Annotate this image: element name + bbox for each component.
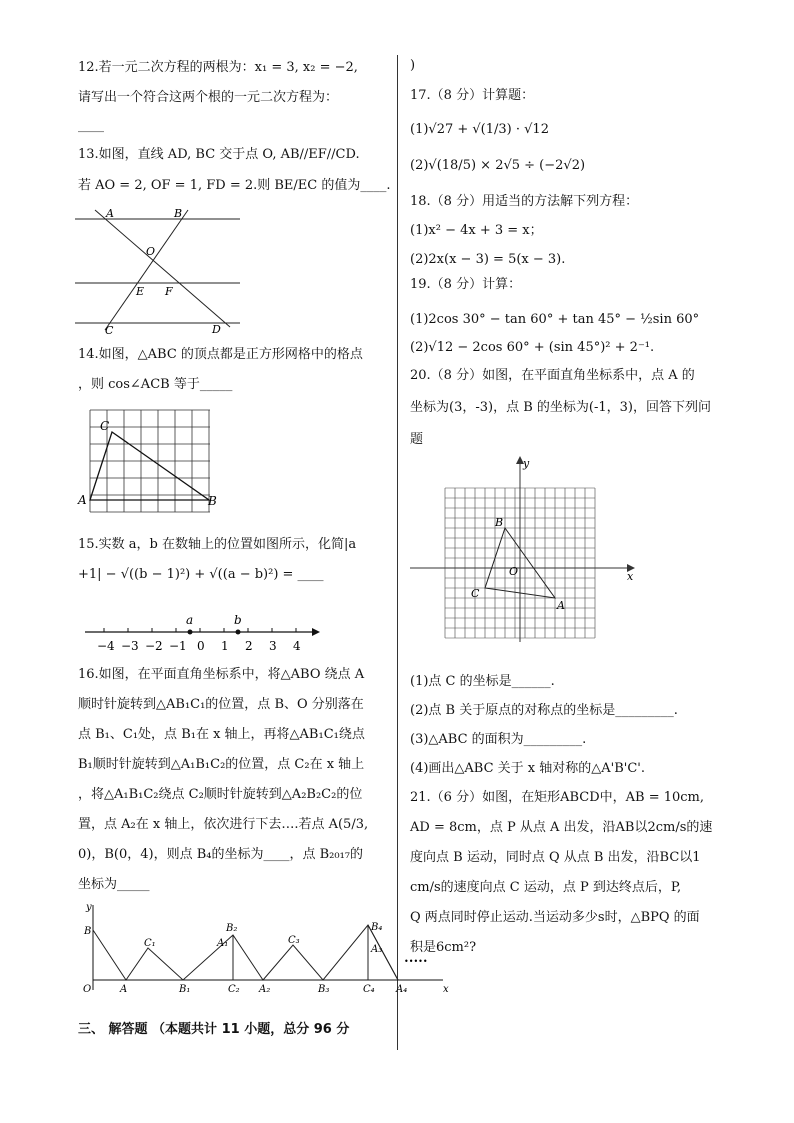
line-ad bbox=[95, 210, 230, 327]
q21-line2: AD = 8cm，点 P 从点 A 出发，沿AB以2cm/s的速 bbox=[410, 820, 713, 835]
q17-heading: 17.（8 分）计算题： bbox=[410, 88, 535, 103]
label-b2: B₂ bbox=[226, 923, 238, 934]
section-heading-continuation: ) bbox=[410, 58, 416, 73]
tick-label: 4 bbox=[293, 639, 301, 653]
label-b3: B₃ bbox=[318, 984, 330, 995]
point-b bbox=[236, 630, 241, 635]
q16-line1: 16.如图，在平面直角坐标系中，将△ABO 绕点 A bbox=[78, 667, 365, 682]
label-c1: C₁ bbox=[144, 938, 156, 949]
q13-line2: 若 AO = 2, OF = 1, FD = 2.则 BE/EC 的值为____. bbox=[78, 178, 391, 193]
label-a: A bbox=[557, 599, 565, 612]
label-a1: A₁ bbox=[217, 938, 229, 949]
q16-figure bbox=[78, 900, 458, 1000]
q14-grid-figure bbox=[70, 405, 230, 525]
label-c: C bbox=[471, 587, 480, 600]
label-b: B bbox=[495, 516, 504, 529]
label-b1: B₁ bbox=[179, 984, 191, 995]
q20-sub3: (3)△ABC 的面积为_________. bbox=[410, 732, 587, 747]
arrow-icon bbox=[312, 628, 320, 636]
q21-line4: cm/s的速度向点 C 运动，点 P 到达终点后，P, bbox=[410, 880, 682, 895]
q20-line1: 20.（8 分）如图，在平面直角坐标系中，点 A 的 bbox=[410, 368, 695, 383]
tick-label: −1 bbox=[169, 639, 187, 653]
label-o: O bbox=[83, 984, 92, 995]
q20-line3: 题 bbox=[410, 432, 424, 447]
tick-label: −3 bbox=[121, 639, 139, 653]
rotation-path bbox=[93, 925, 398, 980]
q13-figure bbox=[70, 205, 250, 335]
q18-part1: (1)x² − 4x + 3 = x； bbox=[410, 223, 543, 238]
q16-line2: 顺时针旋转到△AB₁C₁的位置，点 B、O 分别落在 bbox=[78, 697, 364, 712]
q21-line1: 21.（6 分）如图，在矩形ABCD中，AB = 10cm, bbox=[410, 790, 705, 805]
label-o: O bbox=[146, 245, 156, 258]
label-y: y bbox=[86, 902, 92, 913]
q16-line5: ，将△A₁B₁C₂绕点 C₂顺时针旋转到△A₂B₂C₂的位 bbox=[78, 787, 363, 802]
q21-line3: 度向点 B 运动，同时点 Q 从点 B 出发，沿BC以1 bbox=[410, 850, 701, 865]
q14-line2: ，则 cos∠ACB 等于_____ bbox=[78, 377, 233, 392]
q16-line6: 置，点 A₂在 x 轴上，依次进行下去….若点 A(5/3, bbox=[78, 817, 369, 832]
point-b-label: b bbox=[234, 613, 242, 627]
q19-part1: (1)2cos 30° − tan 60° + tan 45° − ½sin 60° bbox=[410, 312, 700, 327]
q14-line1: 14.如图，△ABC 的顶点都是正方形网格中的格点 bbox=[78, 347, 363, 362]
tick-label: −4 bbox=[97, 639, 115, 653]
label-a3: A₃ bbox=[371, 944, 383, 955]
label-x: x bbox=[627, 570, 634, 583]
label-c2: C₂ bbox=[228, 984, 240, 995]
tick-label: −2 bbox=[145, 639, 163, 653]
q15-number-line bbox=[80, 610, 330, 655]
label-e: E bbox=[136, 285, 145, 298]
label-x: x bbox=[443, 984, 449, 995]
label-a: A bbox=[120, 984, 128, 995]
q17-part2: (2)√(18/5) × 2√5 ÷ (−2√2) bbox=[410, 158, 586, 173]
q15-line1: 15.实数 a，b 在数轴上的位置如图所示，化简|a bbox=[78, 537, 357, 552]
continuation-dots: ••••• bbox=[404, 957, 428, 966]
point-a bbox=[188, 630, 193, 635]
q18-heading: 18.（8 分）用适当的方法解下列方程： bbox=[410, 194, 639, 209]
label-a: A bbox=[106, 207, 114, 220]
q20-grid-figure bbox=[405, 452, 645, 642]
q16-line7: 0)，B(0，4)，则点 B₄的坐标为____，点 B₂₀₁₇的 bbox=[78, 847, 364, 862]
triangle-abc bbox=[90, 432, 209, 500]
q18-part2: (2)2x(x − 3) = 5(x − 3). bbox=[410, 252, 566, 267]
q16-line3: 点 B₁、C₁处，点 B₁在 x 轴上，再将△AB₁C₁绕点 bbox=[78, 727, 365, 742]
point-a-label: a bbox=[186, 613, 194, 627]
label-b: B bbox=[84, 926, 92, 937]
tick-label: 0 bbox=[197, 639, 205, 653]
q20-line2: 坐标为(3，-3)，点 B 的坐标为(-1，3)，回答下列问 bbox=[410, 400, 711, 415]
label-a4: A₄ bbox=[396, 984, 408, 995]
label-d: D bbox=[212, 323, 221, 335]
label-c4: C₄ bbox=[363, 984, 375, 995]
label-c: C bbox=[105, 324, 114, 335]
label-b: B bbox=[208, 494, 217, 508]
q20-sub1: (1)点 C 的坐标是______. bbox=[410, 674, 555, 689]
label-o: O bbox=[509, 565, 519, 578]
q15-line2: +1| − √((b − 1)²) + √((a − b)²) = ____ bbox=[78, 567, 324, 582]
tick-label: 2 bbox=[245, 639, 253, 653]
label-c3: C₃ bbox=[288, 935, 300, 946]
q21-line5: Q 两点同时停止运动.当运动多少s时，△BPQ 的面 bbox=[410, 910, 700, 925]
q16-line8: 坐标为_____ bbox=[78, 877, 150, 892]
label-b: B bbox=[174, 207, 183, 220]
label-c: C bbox=[100, 419, 110, 433]
q19-part2: (2)√12 − 2cos 60° + (sin 45°)² + 2⁻¹. bbox=[410, 340, 655, 355]
tick-label: 3 bbox=[269, 639, 277, 653]
q20-sub2: (2)点 B 关于原点的对称点的坐标是_________. bbox=[410, 703, 678, 718]
q19-heading: 19.（8 分）计算： bbox=[410, 277, 522, 292]
label-b4: B₄ bbox=[371, 922, 383, 933]
line-bc bbox=[105, 210, 188, 330]
q12-blank: ____ bbox=[78, 118, 104, 133]
label-a: A bbox=[78, 493, 87, 507]
label-a2: A₂ bbox=[259, 984, 271, 995]
label-y: y bbox=[523, 457, 530, 470]
q12-line2: 请写出一个符合这两个根的一元二次方程为： bbox=[78, 90, 339, 105]
label-f: F bbox=[165, 285, 173, 298]
q16-line4: B₁顺时针旋转到△A₁B₁C₂的位置，点 C₂在 x 轴上 bbox=[78, 757, 365, 772]
q21-line6: 积是6cm²? bbox=[410, 940, 477, 955]
q20-sub4: (4)画出△ABC 关于 x 轴对称的△A'B'C'. bbox=[410, 761, 646, 776]
q12-line1: 12.若一元二次方程的两根为：x₁ = 3, x₂ = −2, bbox=[78, 60, 358, 75]
q13-line1: 13.如图，直线 AD, BC 交于点 O, AB//EF//CD. bbox=[78, 147, 360, 162]
tick-label: 1 bbox=[221, 639, 229, 653]
q17-part1: (1)√27 + √(1/3) · √12 bbox=[410, 122, 549, 137]
section-heading: 三、 解答题 （本题共计 11 小题，总分 96 分 bbox=[78, 1022, 350, 1037]
